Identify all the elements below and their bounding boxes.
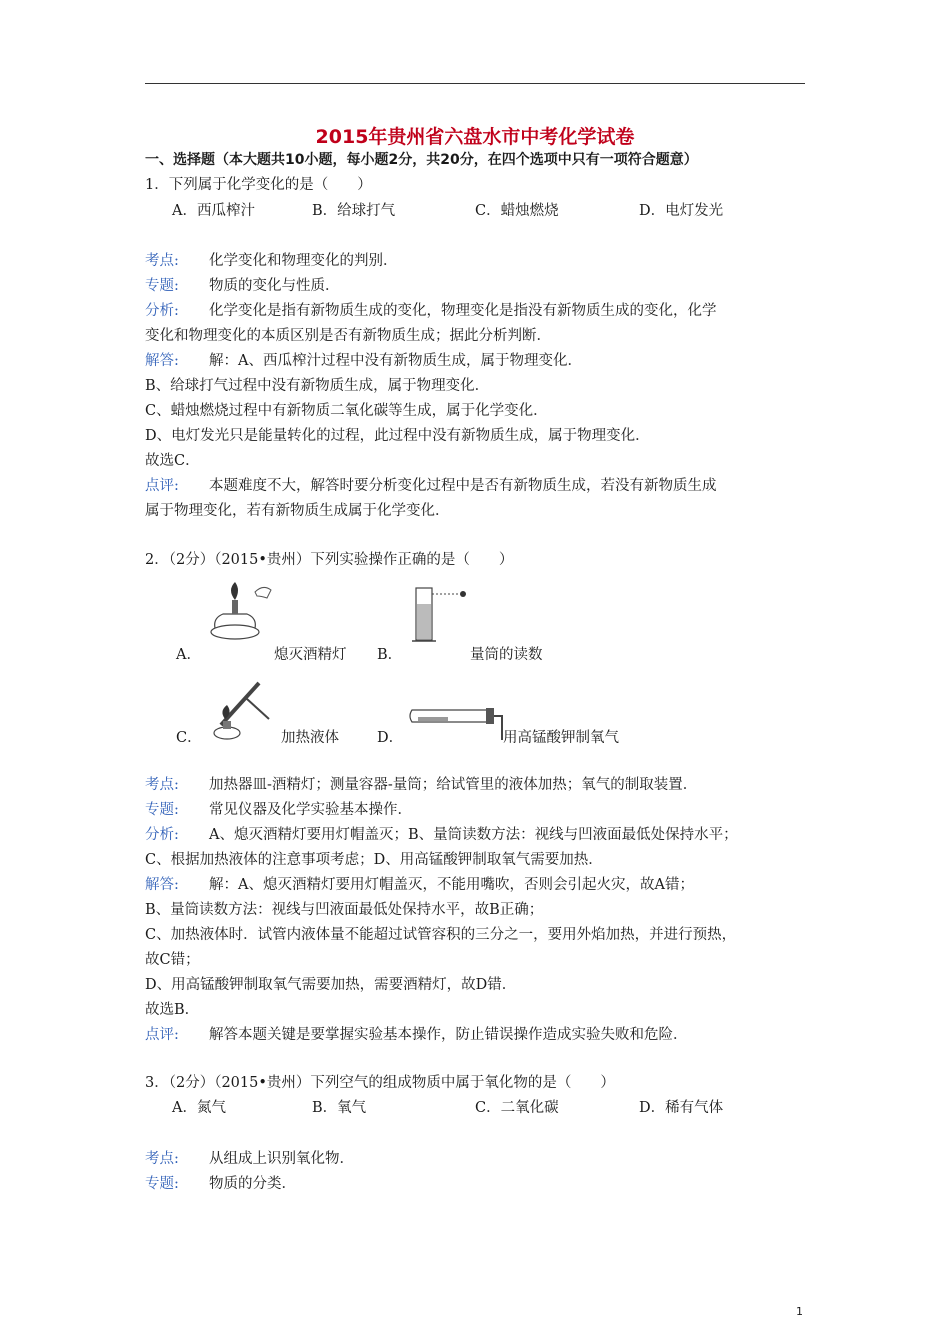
- section-heading: 一、选择题（本大题共10小题，每小题2分，共20分，在四个选项中只有一项符合题意）: [145, 152, 698, 168]
- q1-fenxi-cont: 变化和物理变化的本质区别是否有新物质生成；据此分析判断．: [145, 328, 551, 344]
- q1-fenxi: [145, 301, 717, 321]
- q3-option-d: D．稀有气体: [639, 1100, 724, 1116]
- label-jieda: 解答:: [145, 877, 179, 893]
- q1-stem: 1．下列属于化学变化的是（ ）: [145, 177, 372, 193]
- q1-jieda: [145, 351, 582, 371]
- q1-dianping-text: 本题难度不大，解答时要分析变化过程中是否有新物质生成，若没有新物质生成: [209, 478, 717, 494]
- q2-option-c-label: C．: [176, 730, 202, 746]
- q1-kaodian-text: 化学变化和物理变化的判别．: [209, 253, 398, 269]
- q2-jieda-c-cont: 故C错；: [145, 952, 200, 968]
- q1-jieda-text: 解：A、西瓜榨汁过程中没有新物质生成，属于物理变化．: [209, 353, 582, 369]
- graduated-cylinder-figure: [408, 580, 476, 646]
- page-title: 2015年贵州省六盘水市中考化学试卷: [315, 126, 635, 148]
- q1-fenxi-text: 化学变化是指有新物质生成的变化，物理变化是指没有新物质生成的变化，化学: [209, 303, 717, 319]
- label-zhuanti: 专题:: [145, 1176, 179, 1192]
- q1-zhuanti: [145, 276, 340, 296]
- q1-jieda-b: B、给球打气过程中没有新物质生成，属于物理变化．: [145, 378, 490, 394]
- q2-option-b-caption: 量筒的读数: [470, 647, 543, 663]
- heating-liquid-figure: [207, 675, 279, 743]
- q3-zhuanti-text: 物质的分类．: [209, 1176, 296, 1192]
- label-zhuanti: 专题:: [145, 802, 179, 818]
- label-kaodian: 考点:: [145, 777, 179, 793]
- q2-kaodian: [145, 775, 697, 795]
- q1-jieda-d: D、电灯发光只是能量转化的过程，此过程中没有新物质生成，属于物理变化．: [145, 428, 650, 444]
- q2-jieda-text: 解：A、熄灭酒精灯要用灯帽盖灭，不能用嘴吹，否则会引起火灾，故A错；: [209, 877, 694, 893]
- q3-option-a: A．氮气: [172, 1100, 226, 1116]
- label-dianping: 点评:: [145, 1027, 179, 1043]
- q2-jieda-d: D、用高锰酸钾制取氧气需要加热，需要酒精灯，故D错．: [145, 977, 517, 993]
- q3-option-c: C．二氧化碳: [475, 1100, 559, 1116]
- q3-kaodian: [145, 1149, 354, 1169]
- q2-option-a-caption: 熄灭酒精灯: [274, 647, 347, 663]
- q2-answer: 故选B．: [145, 1002, 200, 1018]
- oxygen-preparation-figure: [408, 690, 506, 746]
- label-fenxi: 分析:: [145, 303, 179, 319]
- q1-option-a: A．西瓜榨汁: [172, 203, 255, 219]
- q3-zhuanti: [145, 1174, 296, 1194]
- q2-zhuanti-text: 常见仪器及化学实验基本操作．: [209, 802, 412, 818]
- q1-dianping-cont: 属于物理变化，若有新物质生成属于化学变化．: [145, 503, 450, 519]
- q2-dianping-text: 解答本题关键是要掌握实验基本操作，防止错误操作造成实验失败和危险．: [209, 1027, 688, 1043]
- label-dianping: 点评:: [145, 478, 179, 494]
- q2-jieda: [145, 875, 694, 895]
- q1-kaodian: [145, 251, 398, 271]
- label-zhuanti: 专题:: [145, 278, 179, 294]
- q1-answer: 故选C．: [145, 453, 200, 469]
- q2-stem: 2．（2分）（2015•贵州）下列实验操作正确的是（ ）: [145, 552, 514, 568]
- q2-kaodian-text: 加热器皿-酒精灯；测量容器-量筒；给试管里的液体加热；氧气的制取装置．: [209, 777, 698, 793]
- q2-option-d-label: D．: [377, 730, 404, 746]
- q2-option-b-label: B．: [377, 647, 403, 663]
- q1-jieda-c: C、蜡烛燃烧过程中有新物质二氧化碳等生成，属于化学变化．: [145, 403, 548, 419]
- label-fenxi: 分析:: [145, 827, 179, 843]
- q3-stem: 3．（2分）（2015•贵州）下列空气的组成物质中属于氧化物的是（ ）: [145, 1075, 615, 1091]
- header-rule: [145, 83, 805, 84]
- q2-fenxi: [145, 825, 738, 845]
- q2-option-d-caption: 用高锰酸钾制氧气: [503, 730, 619, 746]
- q1-option-d: D．电灯发光: [639, 203, 724, 219]
- q2-option-c-caption: 加热液体: [281, 730, 339, 746]
- q2-jieda-b: B、量筒读数方法：视线与凹液面最低处保持水平，故B正确；: [145, 902, 544, 918]
- q2-zhuanti: [145, 800, 412, 820]
- alcohol-lamp-blow-figure: [205, 580, 275, 642]
- label-kaodian: 考点:: [145, 1151, 179, 1167]
- label-kaodian: 考点:: [145, 253, 179, 269]
- q2-fenxi-cont: C、根据加热液体的注意事项考虑；D、用高锰酸钾制取氧气需要加热．: [145, 852, 603, 868]
- q3-kaodian-text: 从组成上识别氧化物．: [209, 1151, 354, 1167]
- q2-jieda-c: C、加热液体时．试管内液体量不能超过试管容积的三分之一，要用外焰加热，并进行预热，: [145, 927, 737, 943]
- q3-option-b: B．氧气: [312, 1100, 367, 1116]
- q1-option-c: C．蜡烛燃烧: [475, 203, 559, 219]
- q1-option-b: B．给球打气: [312, 203, 396, 219]
- q1-zhuanti-text: 物质的变化与性质．: [209, 278, 340, 294]
- q2-option-a-label: A．: [176, 647, 201, 663]
- q2-fenxi-text: A、熄灭酒精灯要用灯帽盖灭；B、量筒读数方法：视线与凹液面最低处保持水平；: [209, 827, 738, 843]
- label-jieda: 解答:: [145, 353, 179, 369]
- q2-dianping: [145, 1025, 688, 1045]
- page-number: 1: [796, 1305, 803, 1318]
- q1-dianping: [145, 476, 717, 496]
